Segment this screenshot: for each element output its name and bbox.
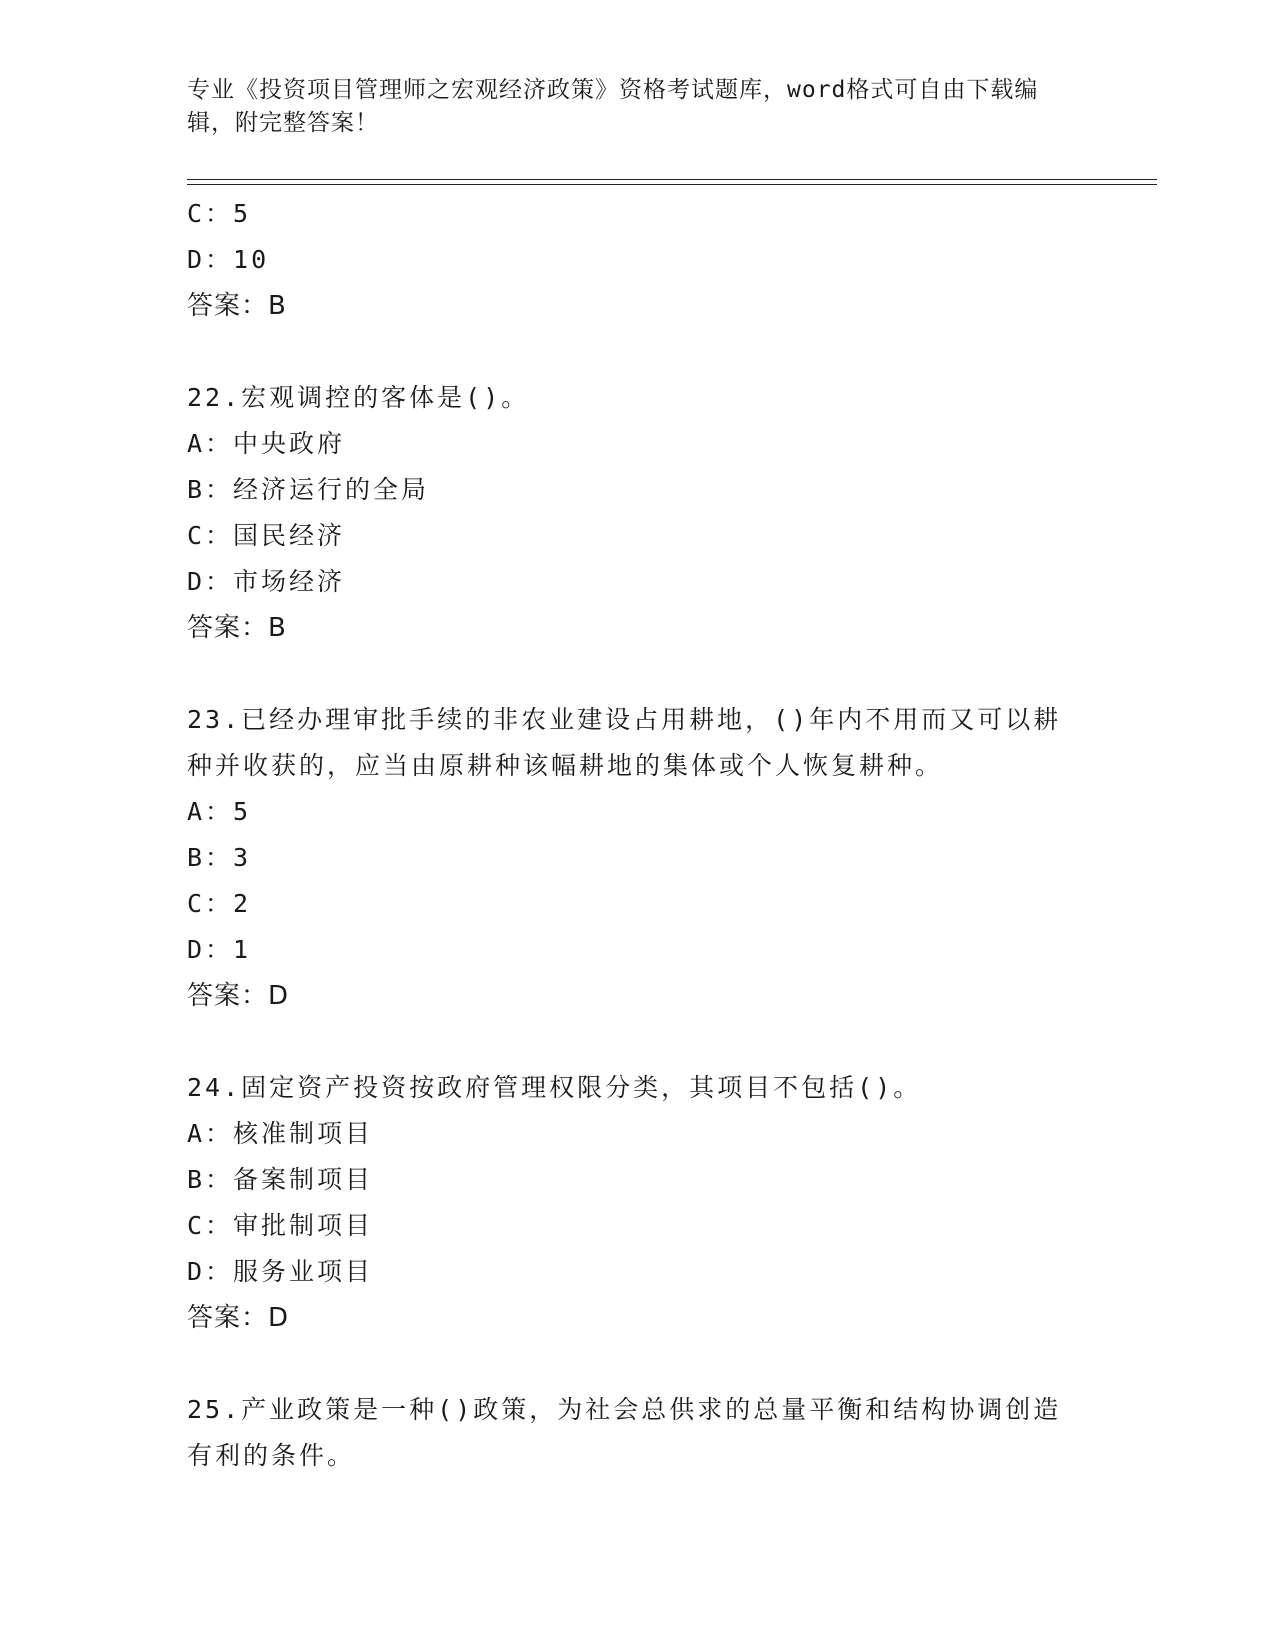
question-24 [187,1065,1067,1341]
question-23 [187,697,1067,1019]
option-c: C：5 [187,199,252,228]
option-c: C：2 [187,889,252,918]
option-a: A：中央政府 [187,429,346,458]
question-22 [187,375,1067,651]
answer-line: 答案：D [187,981,290,1011]
answer-line: 答案：B [187,613,287,643]
option-a: A：5 [187,797,252,826]
option-d: D：10 [187,245,270,274]
page-header: 专业《投资项目管理师之宏观经济政策》资格考试题库，word格式可自由下载编辑，附完整答案！ [187,77,1039,136]
answer-line: 答案：B [187,291,287,321]
header-rule-bottom [187,184,1157,185]
question-stem: 25.产业政策是一种()政策，为社会总供求的总量平衡和结构协调创造有利的条件。 [187,1395,1062,1470]
question-stem: 22.宏观调控的客体是()。 [187,383,530,412]
option-b: B：3 [187,843,252,872]
option-d: D：1 [187,935,252,964]
question-stem: 24.固定资产投资按政府管理权限分类，其项目不包括()。 [187,1073,922,1102]
question-stem: 23.已经办理审批手续的非农业建设占用耕地，()年内不用而又可以耕种并收获的，应当由原耕种该幅耕地的集体或个人恢复耕种。 [187,705,1062,780]
question-list [187,191,1087,1479]
answer-line: 答案：D [187,1303,290,1333]
option-c: C：审批制项目 [187,1211,374,1240]
question-25 [187,1387,1067,1479]
option-b: B：经济运行的全局 [187,475,430,504]
option-d: D：服务业项目 [187,1257,374,1286]
option-c: C：国民经济 [187,521,346,550]
option-a: A：核准制项目 [187,1119,374,1148]
option-b: B：备案制项目 [187,1165,374,1194]
header-rule-top [187,179,1157,180]
option-d: D：市场经济 [187,567,346,596]
